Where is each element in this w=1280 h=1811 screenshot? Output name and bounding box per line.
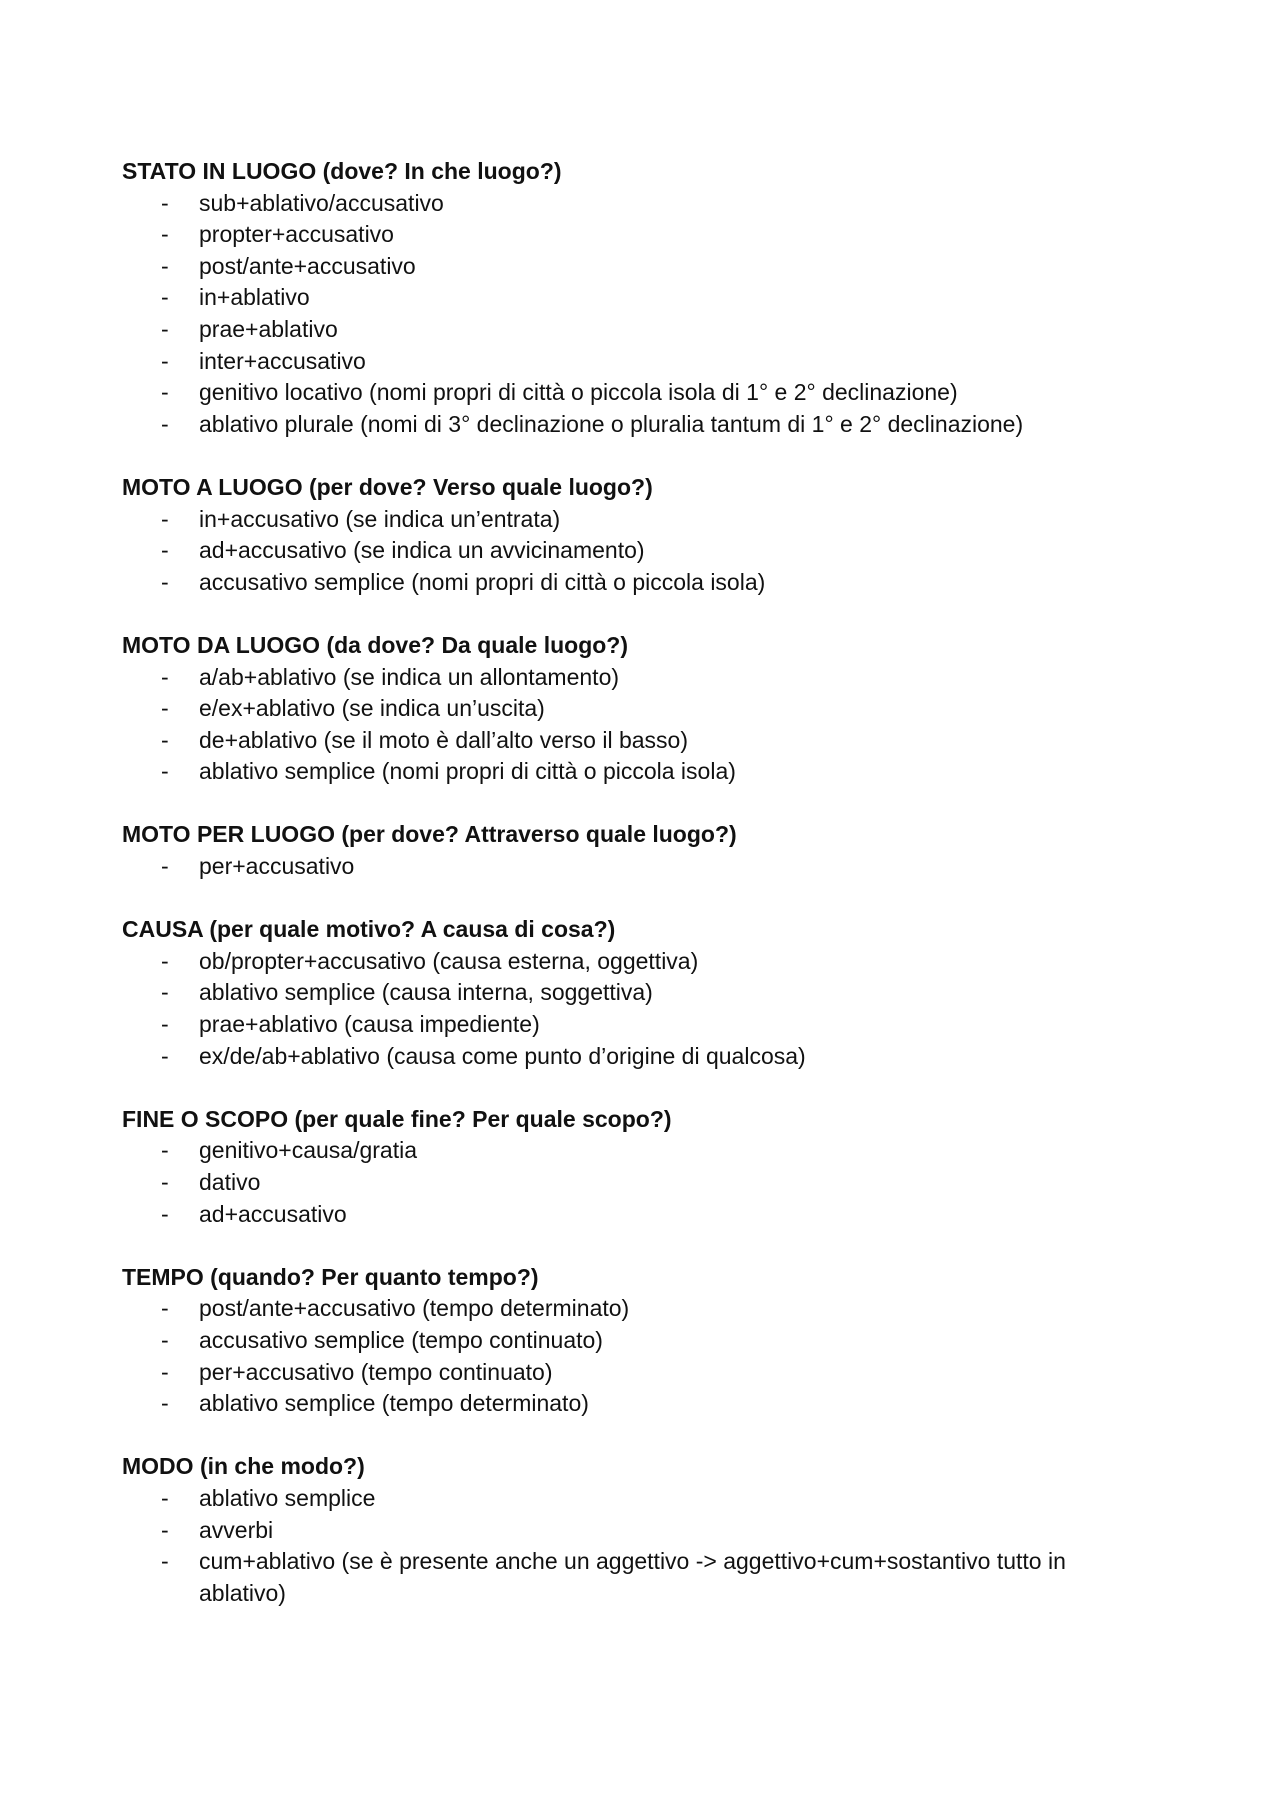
section-moto-per-luogo [122, 819, 1122, 882]
list-item [122, 1293, 1122, 1325]
list-item [122, 409, 1122, 441]
list-item [122, 1167, 1122, 1199]
bullet-dash: - [161, 1326, 169, 1353]
bullet-dash: - [161, 1169, 169, 1195]
document-content [122, 156, 1122, 1641]
bullet-dash: - [161, 1390, 169, 1417]
bullet-dash: - [161, 695, 169, 722]
list-item [122, 693, 1122, 725]
list-item [122, 1041, 1122, 1073]
list-item-text: avverbi [199, 1516, 274, 1543]
list-item-text: ad+accusativo (se indica un avvicinamento) [199, 537, 645, 564]
list-item-text: ex/de/ab+ablativo (causa come punto d’origine di qualcosa) [199, 1042, 806, 1069]
list-item [122, 1357, 1122, 1389]
list-item-text: ablativo semplice [199, 1484, 376, 1511]
list-item [122, 1009, 1122, 1041]
list-item-text: prae+ablativo (causa impediente) [199, 1011, 540, 1038]
list-item-text: dativo [199, 1169, 261, 1195]
list-item-text: propter+accusativo [199, 221, 394, 248]
list-item [122, 251, 1122, 283]
item-list [122, 662, 1122, 788]
section-heading: MOTO A LUOGO (per dove? Verso quale luogo?) [122, 473, 653, 500]
bullet-dash: - [161, 1295, 169, 1322]
section-tempo [122, 1262, 1122, 1420]
list-item [122, 662, 1122, 694]
list-item [122, 219, 1122, 251]
list-item-text: a/ab+ablativo (se indica un allontamento) [199, 663, 620, 690]
list-item [122, 977, 1122, 1009]
bullet-dash: - [161, 537, 169, 564]
list-item [122, 756, 1122, 788]
bullet-dash: - [161, 853, 169, 880]
list-item [122, 188, 1122, 220]
bullet-dash: - [161, 726, 169, 753]
list-item [122, 851, 1122, 883]
list-item-text: prae+ablativo [199, 315, 338, 342]
bullet-dash: - [161, 663, 169, 690]
bullet-dash: - [161, 758, 169, 785]
bullet-dash: - [161, 505, 169, 532]
list-item-text: in+accusativo (se indica un’entrata) [199, 505, 561, 532]
item-list [122, 504, 1122, 599]
bullet-dash: - [161, 1011, 169, 1038]
bullet-dash: - [161, 1484, 169, 1511]
list-item [122, 1199, 1122, 1231]
list-item-text: ablativo semplice (tempo determinato) [199, 1390, 589, 1417]
list-item [122, 1515, 1122, 1547]
list-item [122, 1483, 1122, 1515]
list-item-text: genitivo+causa/gratia [199, 1137, 418, 1164]
list-item [122, 1325, 1122, 1357]
list-item-text: e/ex+ablativo (se indica un’uscita) [199, 695, 545, 722]
bullet-dash: - [161, 252, 169, 279]
list-item-text: accusativo semplice (nomi propri di città o piccola isola) [199, 568, 766, 595]
bullet-dash: - [161, 1548, 169, 1575]
item-list [122, 1135, 1122, 1230]
bullet-dash: - [161, 284, 169, 311]
list-item-text: genitivo locativo (nomi propri di città o piccola isola di 1° e 2° declinazione) [199, 379, 958, 406]
list-item-text: ablativo semplice (causa interna, soggettiva) [199, 979, 653, 1006]
list-item-text: de+ablativo (se il moto è dall’alto verso il basso) [199, 726, 688, 753]
section-modo [122, 1451, 1122, 1609]
list-item-text: sub+ablativo/accusativo [199, 189, 444, 216]
list-item [122, 1388, 1122, 1420]
item-list [122, 188, 1122, 441]
list-item [122, 1546, 1122, 1609]
bullet-dash: - [161, 221, 169, 248]
bullet-dash: - [161, 315, 169, 342]
list-item-text: ad+accusativo [199, 1200, 347, 1227]
list-item-text: accusativo semplice (tempo continuato) [199, 1326, 603, 1353]
item-list [122, 1483, 1122, 1609]
item-list [122, 1293, 1122, 1419]
list-item-text: cum+ablativo (se è presente anche un aggettivo -> aggettivo+cum+sostantivo tutto in ablativo) [199, 1548, 1066, 1606]
section-moto-da-luogo [122, 630, 1122, 788]
item-list [122, 946, 1122, 1072]
list-item-text: inter+accusativo [199, 347, 366, 374]
list-item [122, 535, 1122, 567]
list-item [122, 1135, 1122, 1167]
section-moto-a-luogo [122, 472, 1122, 598]
section-stato-in-luogo [122, 156, 1122, 440]
bullet-dash: - [161, 568, 169, 595]
bullet-dash: - [161, 1358, 169, 1385]
list-item [122, 946, 1122, 978]
section-heading: FINE O SCOPO (per quale fine? Per quale scopo?) [122, 1105, 672, 1132]
bullet-dash: - [161, 1137, 169, 1164]
list-item-text: ob/propter+accusativo (causa esterna, oggettiva) [199, 947, 699, 974]
section-heading: MODO (in che modo?) [122, 1453, 365, 1480]
section-heading: CAUSA (per quale motivo? A causa di cosa?) [122, 916, 616, 943]
item-list [122, 851, 1122, 883]
section-heading: TEMPO (quando? Per quanto tempo?) [122, 1263, 539, 1290]
bullet-dash: - [161, 947, 169, 974]
section-heading: MOTO DA LUOGO (da dove? Da quale luogo?) [122, 631, 628, 658]
list-item [122, 725, 1122, 757]
list-item-text: per+accusativo (tempo continuato) [199, 1358, 553, 1385]
list-item [122, 567, 1122, 599]
bullet-dash: - [161, 1200, 169, 1227]
list-item-text: post/ante+accusativo (tempo determinato) [199, 1295, 630, 1322]
bullet-dash: - [161, 379, 169, 406]
section-heading: STATO IN LUOGO (dove? In che luogo?) [122, 158, 562, 184]
bullet-dash: - [161, 410, 169, 437]
list-item [122, 377, 1122, 409]
list-item-text: per+accusativo [199, 853, 355, 880]
list-item-text: in+ablativo [199, 284, 310, 311]
list-item [122, 314, 1122, 346]
section-heading: MOTO PER LUOGO (per dove? Attraverso quale luogo?) [122, 821, 737, 848]
bullet-dash: - [161, 347, 169, 374]
bullet-dash: - [161, 979, 169, 1006]
list-item [122, 346, 1122, 378]
list-item [122, 282, 1122, 314]
bullet-dash: - [161, 1516, 169, 1543]
list-item-text: ablativo plurale (nomi di 3° declinazione o pluralia tantum di 1° e 2° declinazione) [199, 410, 1024, 437]
list-item-text: post/ante+accusativo [199, 252, 416, 279]
section-causa [122, 914, 1122, 1072]
bullet-dash: - [161, 189, 169, 216]
bullet-dash: - [161, 1042, 169, 1069]
list-item [122, 504, 1122, 536]
list-item-text: ablativo semplice (nomi propri di città o piccola isola) [199, 758, 736, 785]
section-fine-o-scopo [122, 1104, 1122, 1230]
